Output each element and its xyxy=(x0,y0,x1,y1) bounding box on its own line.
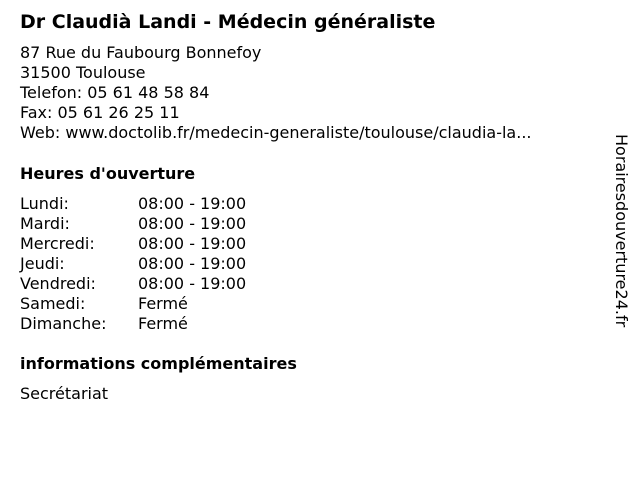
time-value: Fermé xyxy=(138,314,188,333)
day-label: Samedi: xyxy=(20,294,86,313)
day-label: Vendredi: xyxy=(20,274,96,293)
phone-number: Telefon: 05 61 48 58 84 xyxy=(20,83,210,102)
fax-number: Fax: 05 61 26 25 11 xyxy=(20,103,180,122)
time-value: 08:00 - 19:00 xyxy=(138,254,247,273)
day-label: Dimanche: xyxy=(20,314,107,333)
site-watermark xyxy=(612,134,632,374)
day-label: Lundi: xyxy=(20,194,69,213)
page-title: Dr Claudià Landi - Médecin généraliste xyxy=(20,11,436,33)
website-link[interactable]: Web: www.doctolib.fr/medecin-generaliste/toulouse/claudia-la... xyxy=(20,123,532,142)
additional-info-heading: informations complémentaires xyxy=(20,354,297,373)
additional-info-text: Secrétariat xyxy=(20,384,109,403)
time-value: 08:00 - 19:00 xyxy=(138,194,247,213)
day-label: Mercredi: xyxy=(20,234,95,253)
time-value: 08:00 - 19:00 xyxy=(138,274,247,293)
address-city: 31500 Toulouse xyxy=(20,63,146,82)
address-street: 87 Rue du Faubourg Bonnefoy xyxy=(20,43,262,62)
time-value: 08:00 - 19:00 xyxy=(138,214,247,233)
opening-hours-heading: Heures d'ouverture xyxy=(20,164,196,183)
time-value: 08:00 - 19:00 xyxy=(138,234,247,253)
time-value: Fermé xyxy=(138,294,188,313)
day-label: Mardi: xyxy=(20,214,70,233)
contact-block xyxy=(20,43,531,143)
watermark-text: Horairesdouverture24.fr xyxy=(612,134,631,328)
day-label: Jeudi: xyxy=(20,254,65,273)
